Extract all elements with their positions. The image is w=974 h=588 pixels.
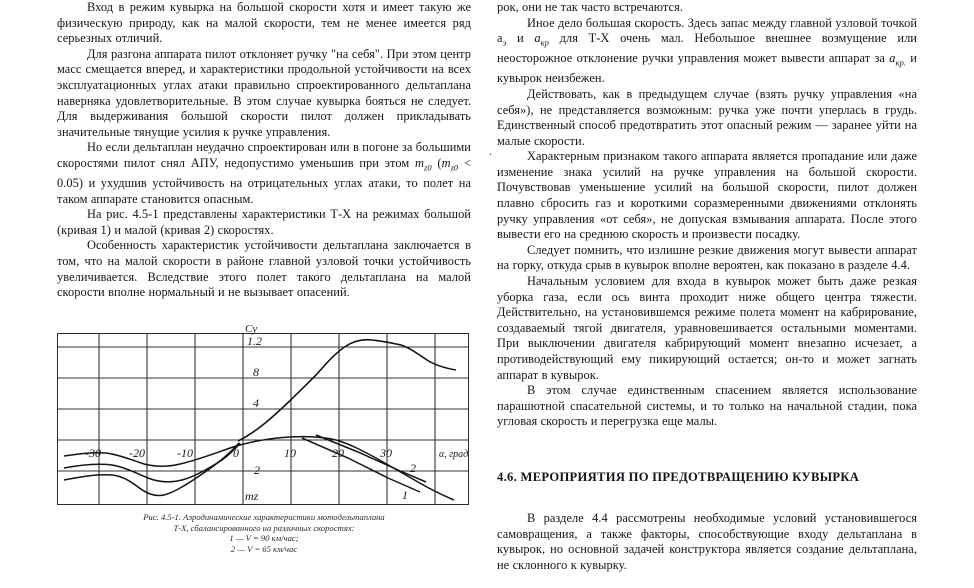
ytick-1-2: 1.2 (247, 334, 262, 348)
curve-cy (238, 340, 456, 441)
bs-sub3: кр. (895, 57, 907, 68)
paragraph-v-etom-sluchae: В этом случае единственным спасением является использование парашютной спасательной системы, и то только на начальной стадии, пока угловая скорость и перегрузка еще малы. (497, 383, 917, 429)
caption-line-3: 1 — V = 90 км/час; (229, 533, 299, 544)
grid-horizontal (58, 347, 468, 471)
paragraph-razgon: Для разгона аппарата пилот отклоняет ручку "на себя". При этом центр масс смещается вперед, и характеристики продольной устойчивости на всех эксплуатационных углах атаки правильно спроектированного дельтаплана наверняка удовлетворительные. В этом случае кувырка бояться не следует. Для выдерживания большой скорости пилот должен прикладывать значительные тянущие усилия к ручке управления. (57, 46, 471, 139)
curve-branch-1 (302, 438, 420, 492)
xtick-minus-30: -30 (85, 446, 101, 460)
ylabel-cy: Су (245, 323, 258, 335)
paragraph-section-body: В разделе 4.4 рассмотрены необходимые условий установившегося самовращения, а также факторы, способствующие входу дельтаплана в кувырок, но основной задачей конструктора является создание дельтаплана, не склонного к кувырку. (497, 510, 917, 572)
bs-sub1: э (502, 37, 507, 48)
paragraph-bolshaya-skorost (497, 16, 917, 87)
xtick-minus-10: -10 (177, 446, 193, 460)
xtick-20: 20 (332, 446, 344, 460)
curve-label-2: 2 (410, 461, 416, 475)
xtick-30: 30 (380, 446, 392, 460)
paragraph-rok: рок, они не так часто встречаются. (497, 0, 683, 14)
figure-4-5-1 (57, 323, 471, 554)
paragraph-vhod: Вход в режим кувырка на большой скорости хотя и имеет такую же физическую природу, как на малой скорости, тем не менее имеется ряд серьезных отличий. (57, 0, 471, 46)
chart-plot-area (57, 323, 469, 505)
ytick-minus-2: - 2 (247, 463, 260, 477)
xtick-10: 10 (284, 446, 296, 460)
paragraph-deistvovat: Действовать, как в предыдущем случае (взять ручку управления «на себя»), не представляется возможным: ручка уже почти уперлась в грудь. Единственный способ предотвратить этот опасный режим — заранее уйти на малые скорости. (497, 86, 917, 148)
paragraph-harakternym: Характерным признаком такого аппарата является пропадание или даже изменение знака усилий на ручке управления на большой скорости. Почувствовав уменьшение усилий на большой скорости, пилот должен плавно сбросить газ и короткими соразмеренными движениями отклонять ручку управления «от себя», не допуская взмывания аппарата. После этого вывести его на среднюю скорость и произвести посадку. (497, 149, 917, 242)
formula-m1-sub: z0 (423, 162, 432, 173)
formula-part2: ( (431, 155, 442, 170)
curve-label-1: 1 (402, 488, 408, 502)
formula-part3: < 0.05) и ухудшив устойчивость на отрицательных углах атаки, то полет на таком аппарате становится опасным. (57, 155, 471, 206)
xtick-minus-20: -20 (129, 446, 145, 460)
left-text-column (57, 0, 471, 301)
paragraph-sleduet-pomnit: Следует помнить, что излишне резкие движения могут вывести аппарат на горку, откуда срыв в кувырок вполне вероятен, как показано в разделе 4.4. (497, 242, 917, 273)
bs-part3: для Т-Х очень мал. Небольшое внешнее возмущение или неосторожное отклонение ручки управления может вывести аппарат за (497, 31, 917, 66)
ytick-8: 8 (253, 365, 259, 379)
bs-part4: и кувырок неизбежен. (497, 51, 917, 86)
section-heading-4-6: 4.6. МЕРОПРИЯТИЯ ПО ПРЕДОТВРАЩЕНИЮ КУВЫРКА (497, 469, 860, 484)
caption-line-2: Т-Х, сбалансированного на различных скоростях: (173, 522, 355, 533)
bs-a2: a (534, 31, 541, 46)
xlabel-alpha-grad: α, град (439, 449, 469, 460)
margin-mark: . (489, 144, 492, 158)
ytick-4: 4 (253, 396, 259, 410)
aerodynamic-characteristics-chart (58, 323, 469, 504)
paragraph-osobennost: Особенность характеристик устойчивости дельтаплана заключается в том, что на малой скорости в районе главной узловой точки устойчивость увеличивается. Вследствие этого полет такого дельтаплана на малой скорости вполне нормальный и не вызывает опасений. (57, 238, 471, 300)
section-gap (497, 430, 917, 469)
ylabel-mz: mz (245, 489, 259, 503)
formula-m2-sub: z0 (450, 162, 459, 173)
paragraph-formula (57, 140, 471, 207)
xtick-0: 0 (233, 446, 239, 460)
heading-gap (497, 485, 917, 511)
bs-a3: a (889, 51, 896, 66)
formula-m2: m (441, 155, 451, 170)
right-text-column (497, 0, 917, 573)
caption-line-4: 2 — V = 65 км/час (230, 543, 298, 554)
bs-part2: и (506, 31, 535, 46)
figure-caption (57, 512, 471, 554)
paragraph-ris: На рис. 4.5-1 представлены характеристики Т-Х на режимах большой (кривая 1) и малой (кривая 2) скоростях. (57, 207, 471, 237)
caption-line-1: Рис. 4.5-1. Аэродинамические характеристики мотодельтаплана (143, 512, 385, 522)
paragraph-nachalnym: Начальным условием для входа в кувырок может быть даже резкая уборка газа, если ось винта проходит ниже общего центра тяжести. Действительно, на установившемся режиме полета момент на кабрирование, создаваемый тягой двигателя, уравновешивается остальными моментами. При выключении двигателя кабрирующий момент внезапно исчезает, а противодействующий ему пикирующий остается; он-то и может загнать аппарат в кувырок. (497, 274, 917, 382)
formula-m1: m (414, 155, 424, 170)
bs-part1: Иное дело большая скорость. Здесь запас между главной узловой точкой a (497, 15, 917, 46)
formula-part1: Но если дельтаплан неудачно спроектирован или в погоне за большими скоростями пилот снял АПУ, недопустимо уменьшив при этом (57, 140, 471, 170)
bs-sub2: кр (540, 37, 549, 48)
